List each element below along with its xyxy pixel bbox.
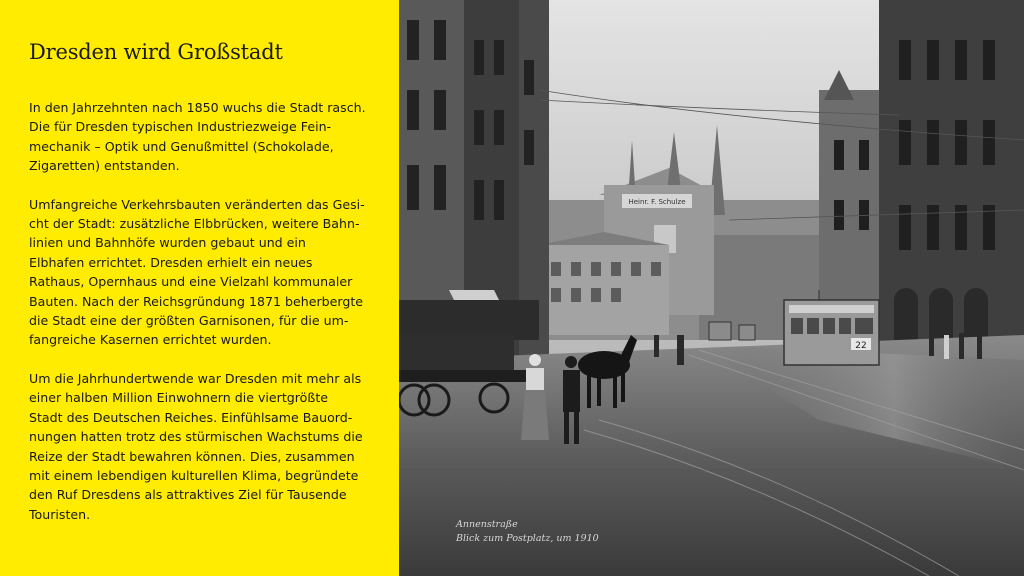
text-panel bbox=[0, 0, 399, 576]
caption-location: Annenstraße bbox=[456, 519, 518, 530]
shop-sign-text: Heinr. F. Schulze bbox=[628, 198, 686, 206]
tram bbox=[784, 290, 879, 365]
paragraph-1: In den Jahrzehnten nach 1850 wuchs die Stadt rasch. Die für Dresden typischen Industriezweige Fein- mechanik – Optik und Genußmittel (Schokolade, Zigaretten) entstanden. bbox=[29, 100, 366, 174]
photo-caption bbox=[456, 518, 599, 546]
tram-number: 22 bbox=[855, 341, 867, 351]
historic-street-photo bbox=[399, 0, 1024, 576]
caption-description: Blick zum Postplatz, um 1910 bbox=[456, 533, 599, 544]
paragraph-3: Um die Jahrhundertwende war Dresden mit mehr als einer halben Million Einwohnern die viertgrößte Stadt des Deutschen Reiches. Einfühlsame Bauord- nungen hatten trotz des stürmischen Wachstums die Reize der Stadt bewahren können. Dies, zusammen mit einem lebendigen kulturellen Klima, begründete den Ruf Dresdens als attraktives Ziel für Tausende Touristen. bbox=[29, 370, 363, 522]
paragraph-2: Umfangreiche Verkehrsbauten veränderten das Gesi- cht der Stadt: zusätzliche Elbbrücken, weitere Bahn- linien und Bahnhöfe wurden gebaut und ein Elbhafen errichtet. Dresden erhielt ein neues Rathaus, Opernhaus und eine Vielzahl kommunaler Bauten. Nach der Reichsgründung 1871 beherbergte die Stadt eine der größten Garnisonen, für die um- fangreiche Kasernen errichtet wurden. bbox=[29, 196, 365, 348]
photo-illustration bbox=[399, 0, 1024, 576]
page-title: Dresden wird Großstadt bbox=[29, 40, 283, 64]
